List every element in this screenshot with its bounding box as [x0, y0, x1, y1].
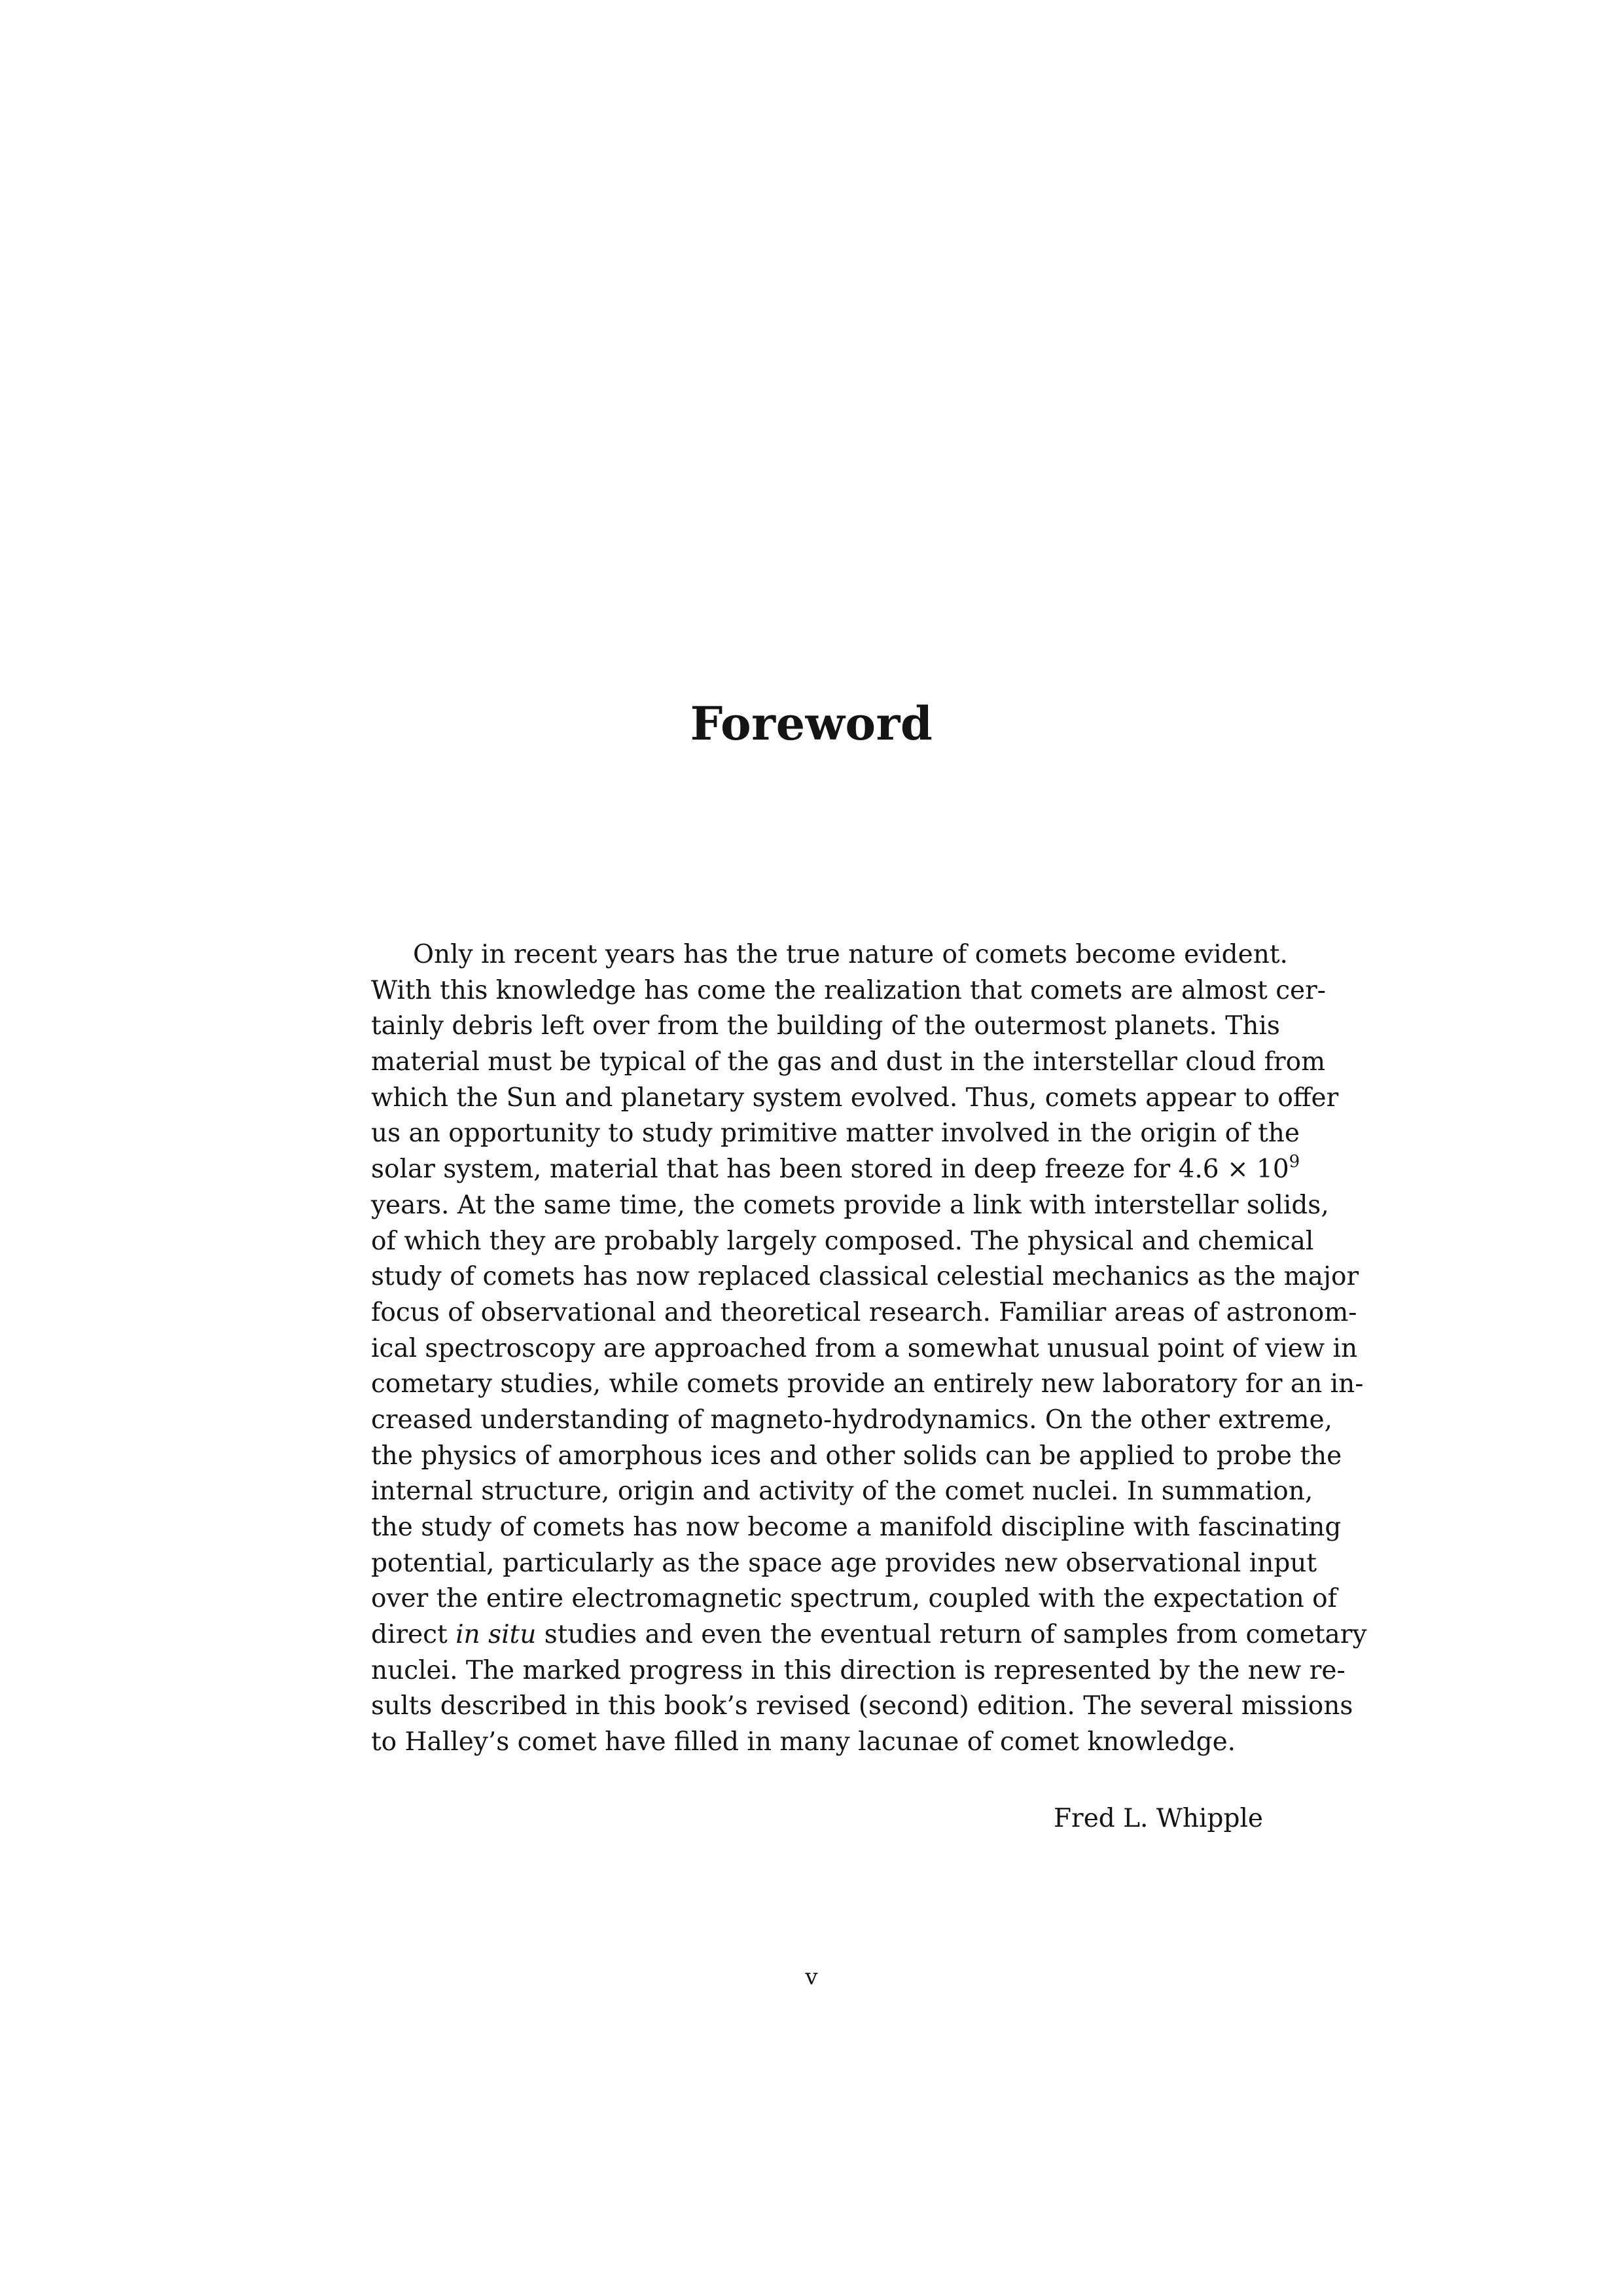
text-line: years. At the same time, the comets provide a link with interstellar solids,: [371, 1190, 1329, 1220]
text-line: ical spectroscopy are approached from a somewhat unusual point of view in: [371, 1333, 1358, 1363]
text-line: tainly debris left over from the building of the outermost planets. This: [371, 1011, 1280, 1041]
page-number: v: [805, 1964, 818, 1990]
text-line: [371, 1152, 1300, 1188]
text-line-start: direct: [371, 1620, 456, 1650]
text-line: focus of observational and theoretical research. Familiar areas of astronom-: [371, 1297, 1357, 1327]
text-line: Only in recent years has the true nature of comets become evident.: [413, 940, 1288, 969]
text-line: which the Sun and planetary system evolved. Thus, comets appear to offer: [371, 1083, 1339, 1113]
text-line-end: studies and even the eventual return of samples from cometary: [536, 1620, 1367, 1650]
text-line: material must be typical of the gas and dust in the interstellar cloud from: [371, 1047, 1326, 1077]
exponent: 9: [1289, 1152, 1300, 1172]
text-line: With this knowledge has come the realization that comets are almost cer-: [371, 975, 1326, 1005]
text-line: creased understanding of magneto-hydrodynamics. On the other extreme,: [371, 1405, 1332, 1435]
foreword-body: [371, 937, 1367, 1761]
author-signature: Fred L. Whipple: [1054, 1804, 1263, 1833]
text-line: [371, 1617, 1367, 1653]
text-line-main: solar system, material that has been stored in deep freeze for 4.6 × 10: [371, 1155, 1289, 1185]
italic-phrase: in situ: [455, 1620, 537, 1650]
text-line: of which they are probably largely composed. The physical and chemical: [371, 1226, 1314, 1256]
text-line: to Halley’s comet have filled in many lacunae of comet knowledge.: [371, 1727, 1236, 1757]
text-line: over the entire electromagnetic spectrum, coupled with the expectation of: [371, 1584, 1338, 1614]
text-line: cometary studies, while comets provide an entirely new laboratory for an in-: [371, 1369, 1364, 1399]
text-line: nuclei. The marked progress in this direction is represented by the new re-: [371, 1655, 1346, 1685]
text-line: the study of comets has now become a manifold discipline with fascinating: [371, 1513, 1342, 1542]
text-line: us an opportunity to study primitive matter involved in the origin of the: [371, 1119, 1300, 1149]
text-line: potential, particularly as the space age provides new observational input: [371, 1548, 1317, 1578]
text-line: internal structure, origin and activity of the comet nuclei. In summation,: [371, 1477, 1313, 1507]
page-title: Foreword: [690, 696, 933, 751]
text-line: study of comets has now replaced classical celestial mechanics as the major: [371, 1262, 1359, 1292]
text-line: the physics of amorphous ices and other solids can be applied to probe the: [371, 1441, 1342, 1471]
text-line: sults described in this book’s revised (second) edition. The several missions: [371, 1691, 1353, 1721]
